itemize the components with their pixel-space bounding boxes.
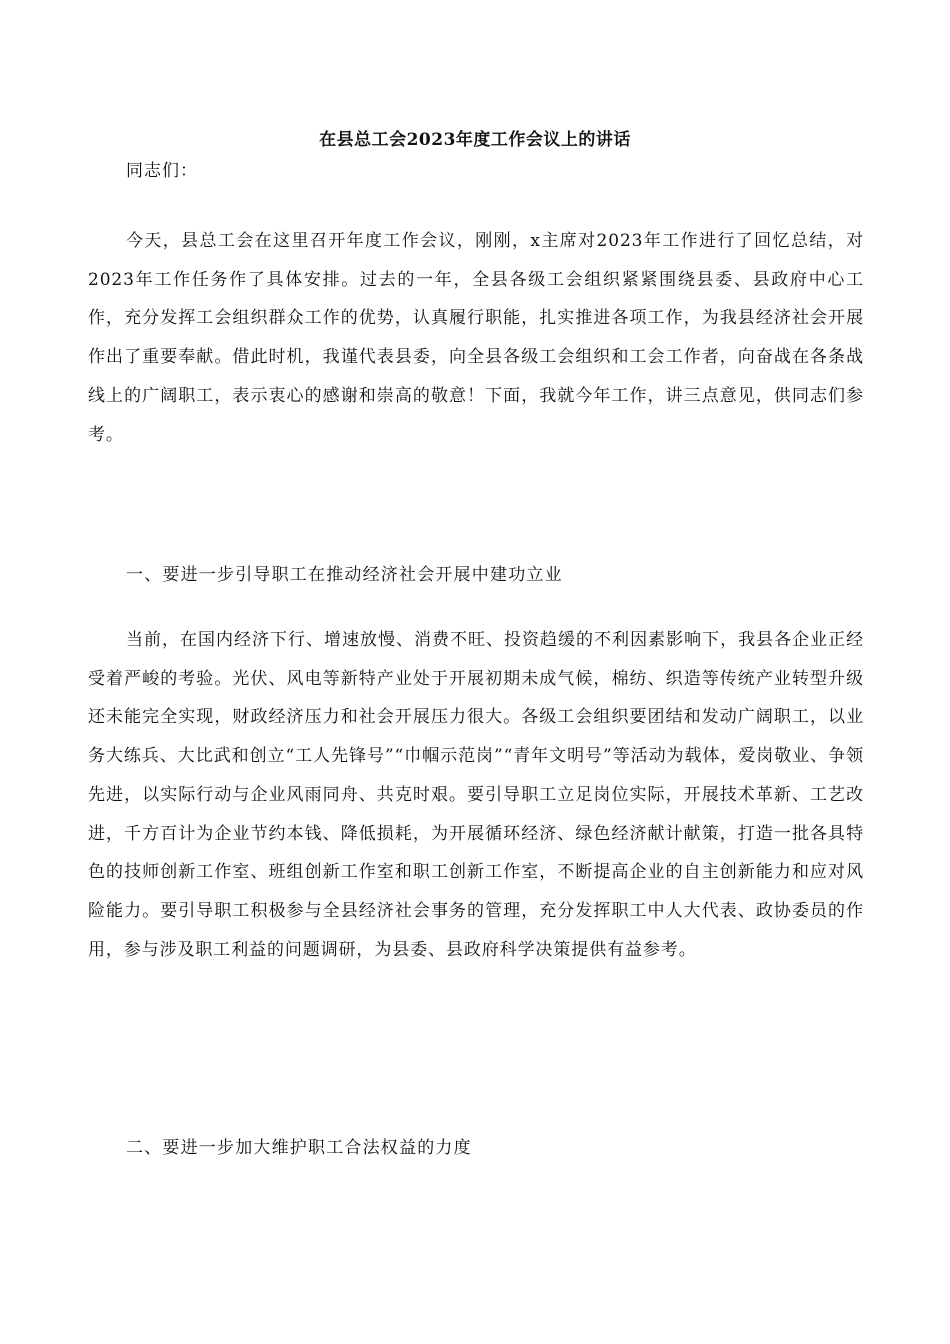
document-title: 在县总工会2023年度工作会议上的讲话	[319, 130, 631, 150]
paragraph-section-1: 当前，在国内经济下行、增速放慢、消费不旺、投资趋缓的不利因素影响下，我县各企业正经受着严峻的考验。光伏、风电等新特产业处于开展初期未成气候，棉纺、织造等传统产业转型升级还未能完全实现，财政经济压力和社会开展压力很大。各级工会组织要团结和发动广阔职工，以业务大练兵、大比武和创立“工人先锋号”“巾帼示范岗”“青年文明号”等活动为载体，爱岗敬业、争领先进，以实际行动与企业风雨同舟、共克时艰。要引导职工立足岗位实际，开展技术革新、工艺改进，千方百计为企业节约本钱、降低损耗，为开展循环经济、绿色经济献计献策，打造一批各具特色的技师创新工作室、班组创新工作室和职工创新工作室，不断提高企业的自主创新能力和应对风险能力。要引导职工积极参与全县经济社会事务的管理，充分发挥职工中人大代表、政协委员的作用，参与涉及职工利益的问题调研，为县委、县政府科学决策提供有益参考。	[88, 630, 864, 960]
section-heading-2: 二、要进一步加大维护职工合法权益的力度	[126, 1138, 472, 1158]
salutation: 同志们：	[126, 161, 198, 181]
paragraph-intro: 今天，县总工会在这里召开年度工作会议，刚刚，x主席对2023年工作进行了回忆总结，对2023年工作任务作了具体安排。过去的一年，全县各级工会组织紧紧围绕县委、县政府中心工作，充分发挥工会组织群众工作的优势，认真履行职能，扎实推进各项工作，为我县经济社会开展作出了重要奉献。借此时机，我谨代表县委，向全县各级工会组织和工会工作者，向奋战在各条战线上的广阔职工，表示衷心的感谢和崇高的敬意！下面，我就今年工作，讲三点意见，供同志们参考。	[88, 231, 864, 445]
section-heading-1: 一、要进一步引导职工在推动经济社会开展中建功立业	[126, 565, 563, 585]
